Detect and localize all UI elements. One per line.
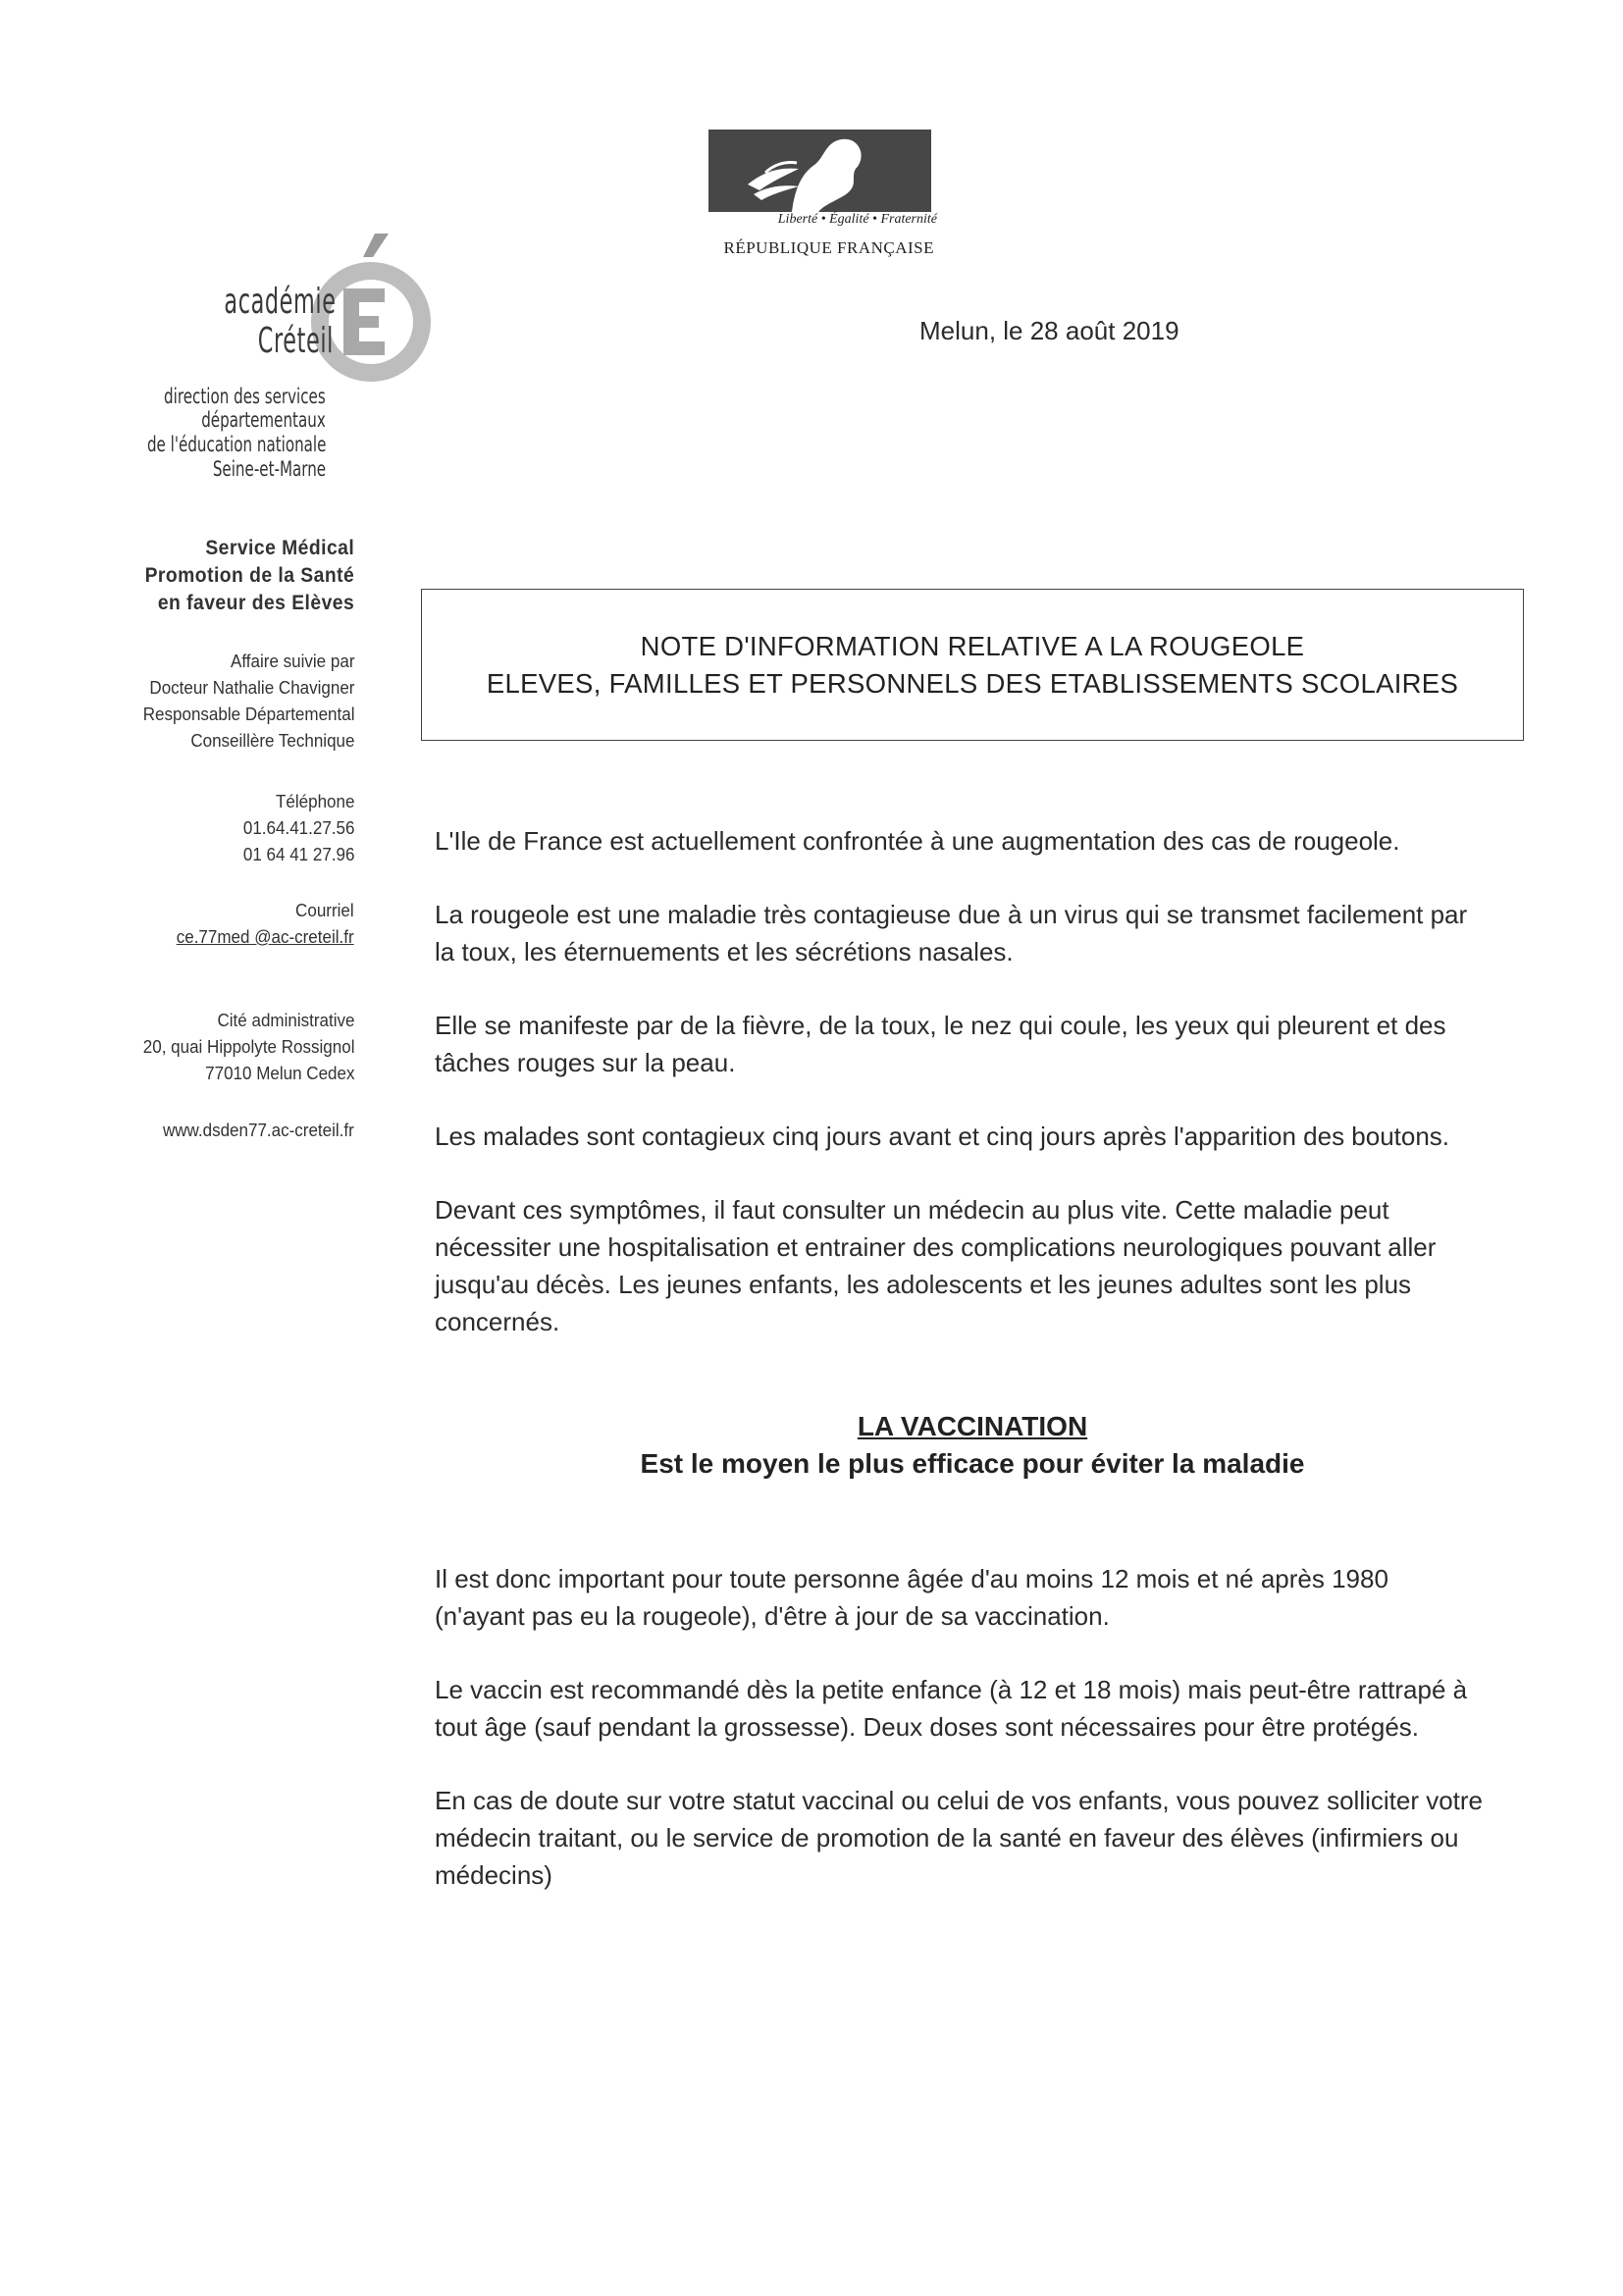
service-line: en faveur des Elèves xyxy=(157,592,354,614)
contact-line: Affaire suivie par xyxy=(230,651,354,671)
email-link[interactable]: ce.77med @ac-creteil.fr xyxy=(177,926,354,947)
section-heading: LA VACCINATION xyxy=(857,1411,1088,1441)
paragraph-line: La rougeole est une maladie très contagieuse due à un virus qui se transmet facilement par xyxy=(435,900,1468,929)
paragraph xyxy=(435,1191,1504,1340)
paragraph-line: médecin traitant, ou le service de promotion de la santé en faveur des élèves (infirmiers ou xyxy=(435,1823,1459,1852)
paragraph-line: la toux, les éternuements et les sécrétions nasales. xyxy=(435,937,1014,966)
paragraph-line: Devant ces symptômes, il faut consulter un médecin au plus vite. Cette maladie peut xyxy=(435,1195,1389,1225)
paragraph-line: nécessiter une hospitalisation et entrainer des complications neurologiques pouvant aller xyxy=(435,1232,1437,1262)
address-line: 20, quai Hippolyte Rossignol xyxy=(142,1036,354,1057)
paragraph-line: tout âge (sauf pendant la grossesse). Deux doses sont nécessaires pour être protégés. xyxy=(435,1712,1420,1742)
section-subheading: Est le moyen le plus efficace pour éviter la maladie xyxy=(640,1448,1305,1479)
dsden-line: direction des services xyxy=(164,385,326,408)
phone-number: 01.64.41.27.56 xyxy=(242,817,354,838)
paragraph-line: En cas de doute sur votre statut vaccinal ou celui de vos enfants, vous pouvez solliciter votre xyxy=(435,1786,1484,1815)
email-label: Courriel xyxy=(295,900,354,920)
paragraph xyxy=(435,1007,1504,1081)
contact-line: Responsable Départemental xyxy=(142,704,354,724)
paragraph xyxy=(435,1671,1504,1746)
paragraph-line: (n'ayant pas eu la rougeole), d'être à jour de sa vaccination. xyxy=(435,1601,1110,1631)
sidebar-address xyxy=(125,1007,354,1086)
sidebar-service xyxy=(127,535,354,617)
paragraph-line: tâches rouges sur la peau. xyxy=(435,1048,736,1077)
letter-date: Melun, le 28 août 2019 xyxy=(919,316,1179,345)
academie-name: académie xyxy=(224,282,337,322)
paragraph-line: Les malades sont contagieux cinq jours avant et cinq jours après l'apparition des boutons. xyxy=(435,1122,1450,1151)
address-line: Cité administrative xyxy=(217,1010,354,1030)
contact-line: Docteur Nathalie Chavigner xyxy=(148,677,354,698)
service-line: Service Médical xyxy=(205,537,354,559)
marianne-logo xyxy=(708,130,931,212)
paragraph-line: L'Ile de France est actuellement confrontée à une augmentation des cas de rougeole. xyxy=(435,826,1400,856)
dsden-line: Seine-et-Marne xyxy=(212,457,326,481)
paragraph-line: concernés. xyxy=(435,1307,560,1336)
academie-city: Créteil xyxy=(257,321,334,361)
sidebar-contact xyxy=(125,648,354,754)
address-line: 77010 Melun Cedex xyxy=(204,1063,354,1083)
dsden-line: de l'éducation nationale xyxy=(146,433,326,456)
contact-line: Conseillère Technique xyxy=(189,730,354,751)
service-line: Promotion de la Santé xyxy=(144,564,354,587)
marianne-profile-icon xyxy=(708,130,931,212)
title-box xyxy=(421,589,1524,741)
paragraph xyxy=(435,1560,1504,1635)
paragraph xyxy=(435,1782,1504,1894)
website-link[interactable]: www.dsden77.ac-creteil.fr xyxy=(163,1120,354,1140)
paragraph xyxy=(435,1118,1504,1155)
dsden-line: départementaux xyxy=(201,408,326,432)
sidebar-website xyxy=(146,1117,354,1143)
paragraph xyxy=(435,896,1504,970)
sidebar-phone xyxy=(234,788,354,867)
phone-number: 01 64 41 27.96 xyxy=(242,844,354,864)
republic-name: RÉPUBLIQUE FRANÇAISE xyxy=(723,238,934,257)
sidebar-email xyxy=(161,897,354,950)
paragraph-line: jusqu'au décès. Les jeunes enfants, les adolescents et les jeunes adultes sont les plus xyxy=(435,1270,1412,1299)
title-line-2: ELEVES, FAMILLES ET PERSONNELS DES ETABLISSEMENTS SCOLAIRES xyxy=(486,668,1459,699)
paragraph-line: Le vaccin est recommandé dès la petite enfance (à 12 et 18 mois) mais peut-être rattrapé à xyxy=(435,1675,1468,1704)
paragraph xyxy=(435,822,1504,860)
paragraph-line: médecins) xyxy=(435,1860,552,1890)
paragraph-line: Il est donc important pour toute personne âgée d'au moins 12 mois et né après 1980 xyxy=(435,1564,1388,1593)
paragraph-line: Elle se manifeste par de la fièvre, de la toux, le nez qui coule, les yeux qui pleurent et des xyxy=(435,1011,1446,1040)
republic-motto: Liberté • Égalité • Fraternité xyxy=(777,212,937,227)
phone-label: Téléphone xyxy=(275,791,354,811)
title-line-1: NOTE D'INFORMATION RELATIVE A LA ROUGEOLE xyxy=(640,631,1305,661)
